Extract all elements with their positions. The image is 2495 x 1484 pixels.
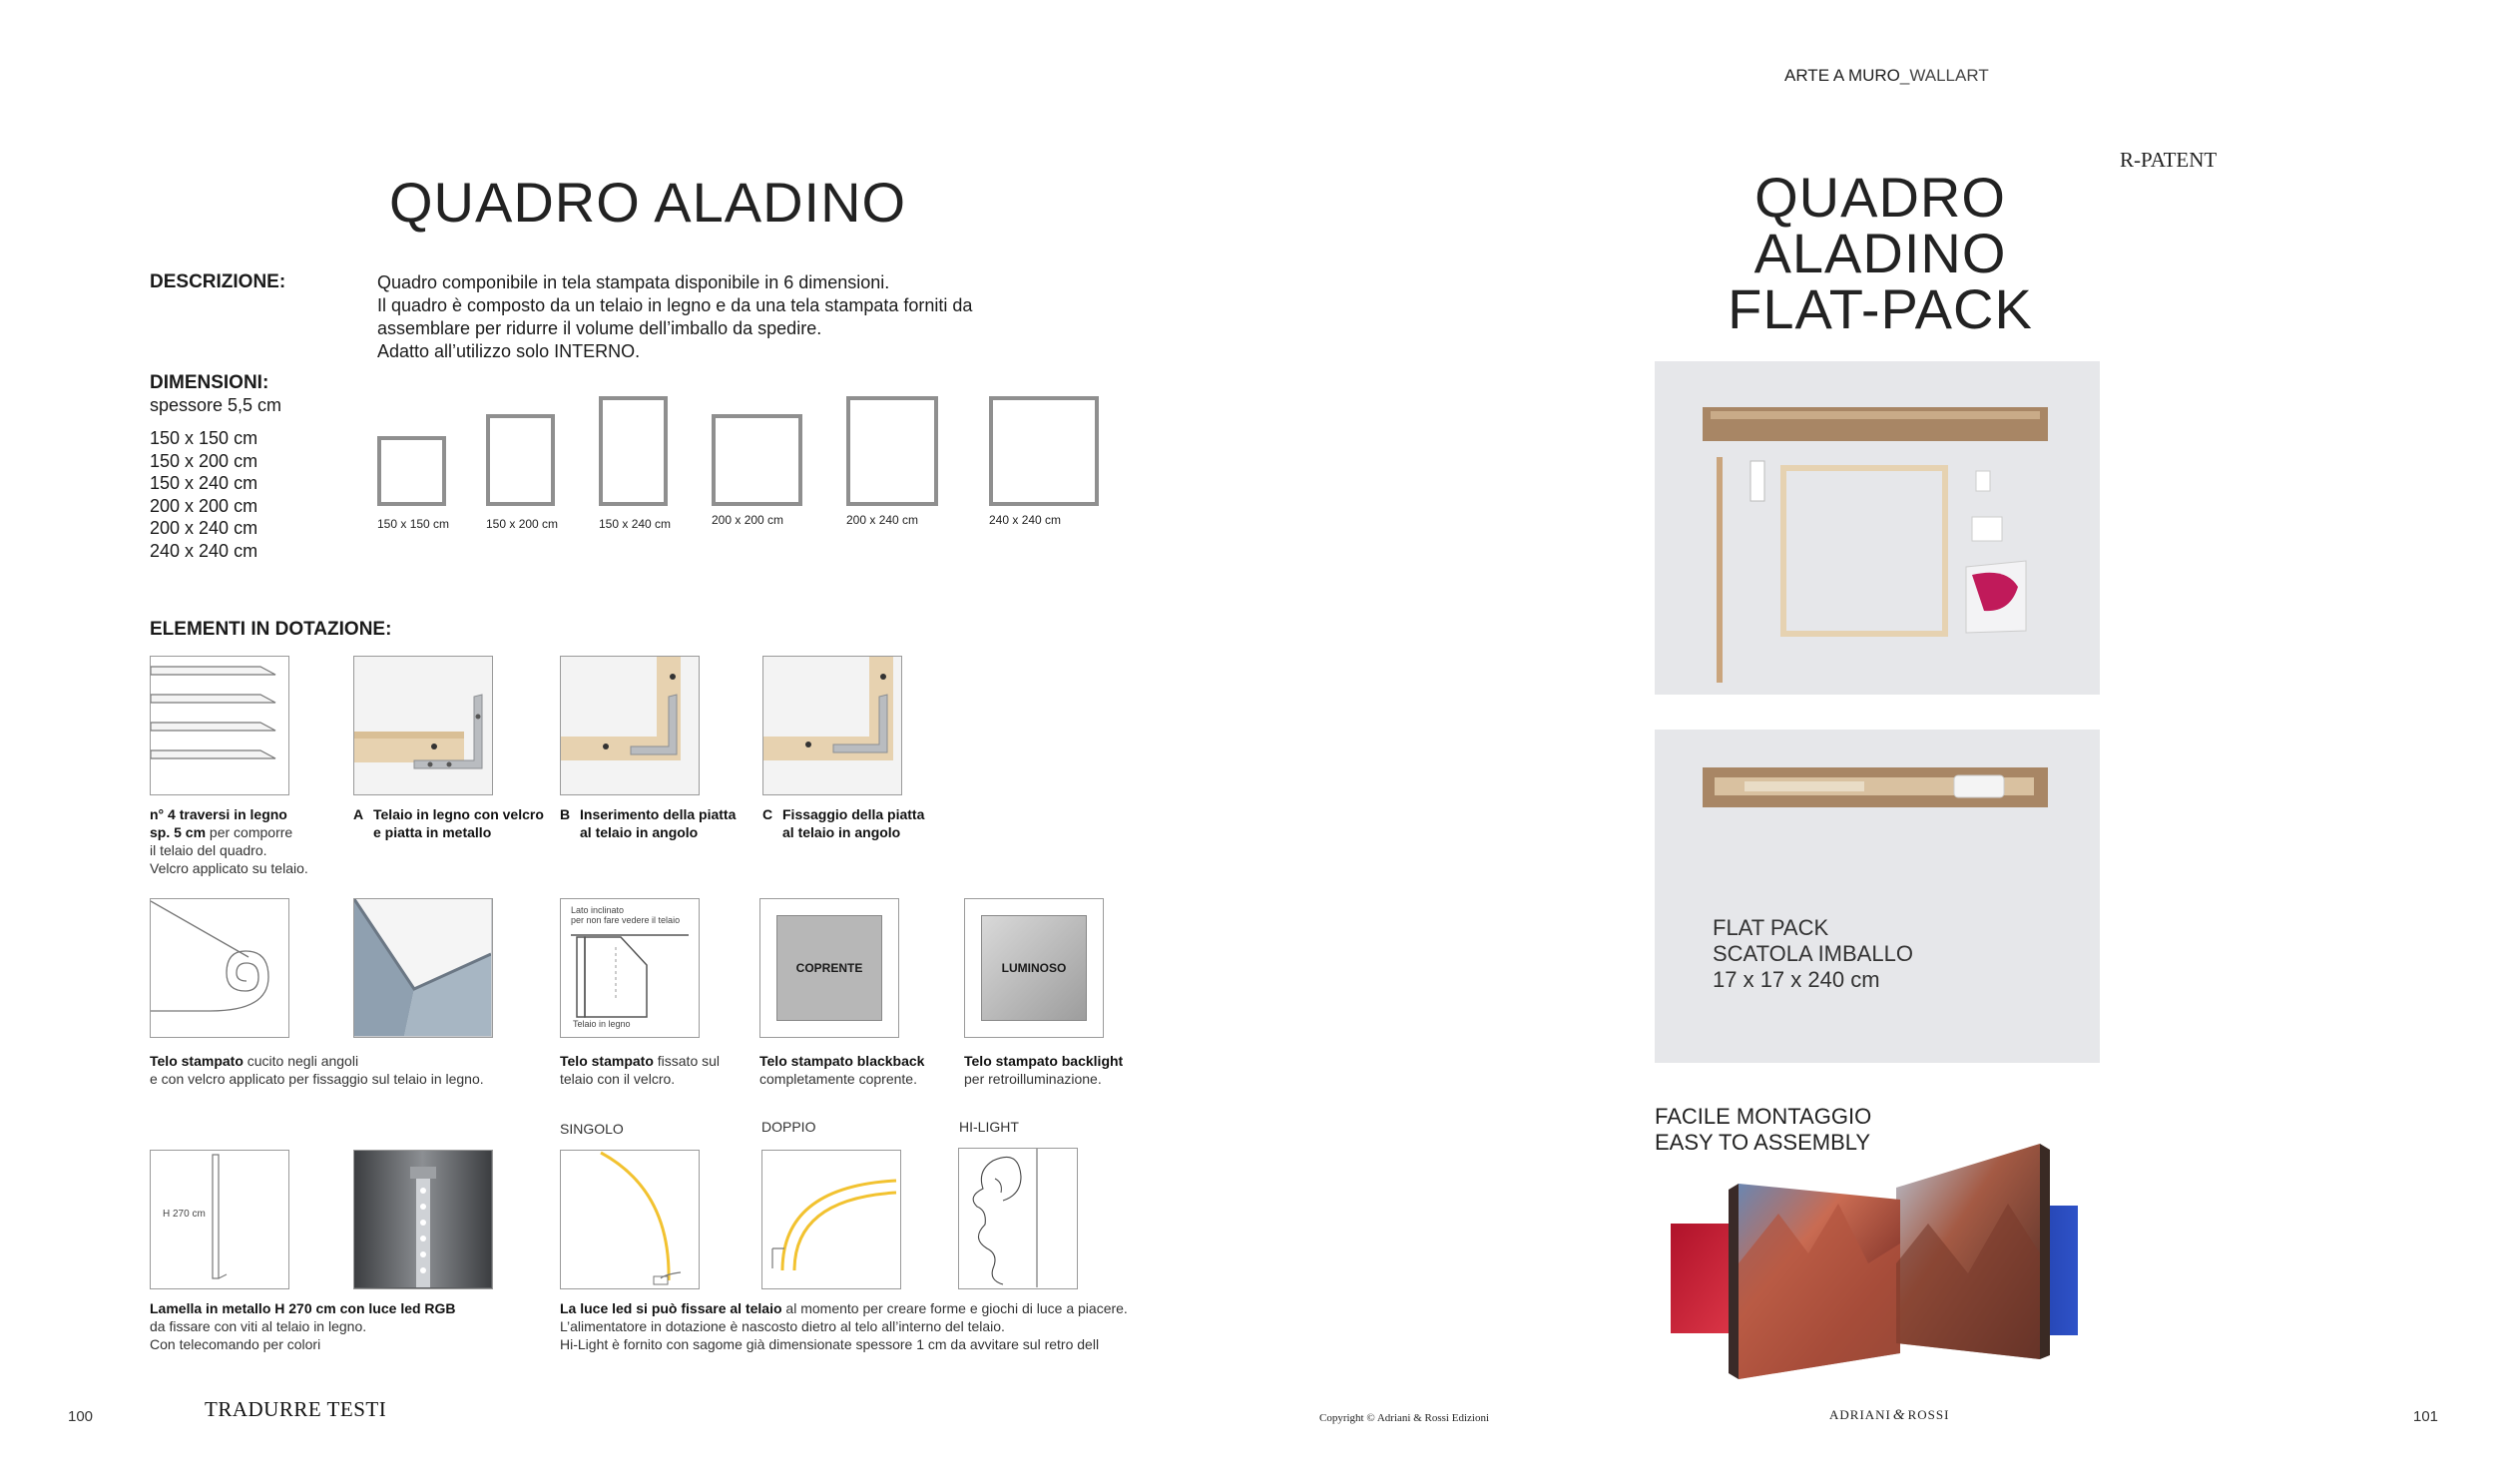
caption-text: telaio con il velcro. [560,1071,676,1087]
page-number-left: 100 [68,1408,94,1425]
fissaggio-piatta-photo [762,656,902,795]
size-frame-150x200 [486,414,555,506]
caption-bold: Lamella in metallo H 270 cm con luce led RGB [150,1300,456,1316]
caption-text: per comporre [206,824,293,840]
patent-label: R-PATENT [2120,148,2218,172]
telaio-velcro-photo [353,656,493,795]
telo-dettaglio-photo [353,898,493,1038]
size-frame-200x240 [846,396,938,506]
sizes-list [150,427,257,562]
brand-right: ROSSI [1907,1407,1950,1422]
descrizione-line: Adatto all’utilizzo solo INTERNO. [377,341,641,361]
telo-arrotolato-illustration [150,898,289,1038]
backlight-swatch-box [964,898,1104,1038]
size-frame-label: 150 x 200 cm [486,517,559,531]
caption-text: Con telecomando per colori [150,1336,321,1352]
lamella-illustration [150,1150,289,1289]
caption-text: e con velcro applicato per fissaggio sul telaio in legno. [150,1071,484,1087]
caption-text: il telaio del quadro. [150,842,267,858]
caption-text: da fissare con viti al telaio in legno. [150,1318,367,1334]
caption-bold: al telaio in angolo [782,824,901,840]
luminoso-swatch [981,915,1087,1021]
doppio-label: DOPPIO [761,1119,816,1135]
blackback-swatch-box [759,898,899,1038]
caption-text: fissato sul [653,1053,721,1069]
size-frame-150x150 [377,436,446,506]
step-letter: A [353,806,364,822]
flat-pack-line: SCATOLA IMBALLO [1713,941,1913,966]
page-title-right [1637,166,2124,340]
size-frame-label: 150 x 150 cm [377,517,450,531]
descrizione-line: assemblare per ridurre il volume dell’imballo da spedire. [377,318,822,338]
caption-text: per retroilluminazione. [964,1071,1102,1087]
caption-bold: Telo stampato backlight [964,1053,1124,1069]
montaggio-line: EASY TO ASSEMBLY [1655,1130,1871,1155]
size-frame-label: 150 x 240 cm [599,517,672,531]
lamella-led-photo [353,1150,493,1289]
flat-pack-box-photo [1655,730,2100,1063]
luminoso-label: LUMINOSO [1001,961,1067,975]
caption-led [560,1299,1128,1353]
size-item: 150 x 200 cm [150,450,258,471]
hilight-label: HI-LIGHT [959,1119,1019,1135]
step-letter: C [762,806,773,822]
descrizione-line: Quadro componibile in tela stampata disponibile in 6 dimensioni. [377,272,890,292]
led-doppio-illustration [761,1150,901,1289]
elementi-label: ELEMENTI IN DOTAZIONE: [150,619,392,640]
size-frame-label: 200 x 240 cm [846,513,919,527]
caption-text: al momento per creare forme e giochi di luce a piacere. [781,1300,1128,1316]
caption-bold: Telo stampato [560,1053,654,1069]
caption-bold: Telaio in legno con velcro [373,806,544,822]
caption-bold: Fissaggio della piatta [782,806,925,822]
caption-text: Velcro applicato su telaio. [150,860,308,876]
flat-pack-line: FLAT PACK [1713,915,1829,940]
page-number-right: 101 [2413,1408,2439,1425]
copyright-text: Copyright © Adriani & Rossi Edizioni [1319,1412,1489,1424]
coprente-swatch [776,915,882,1021]
size-item: 200 x 240 cm [150,518,258,538]
section-header [1784,66,1989,86]
title-line: FLAT-PACK [1728,277,2033,340]
size-item: 200 x 200 cm [150,495,258,516]
caption-bold: Telo stampato [150,1053,244,1069]
coprente-label: COPRENTE [795,961,863,975]
caption-step-a [353,805,544,841]
step-letter: B [560,806,571,822]
size-item: 150 x 240 cm [150,473,258,493]
flat-pack-text [1713,915,1913,993]
diagram-text: per non fare vedere il telaio [571,915,681,925]
singolo-label: SINGOLO [560,1121,624,1137]
caption-step-b [560,805,736,841]
assembled-panels-photo [1669,1144,2088,1379]
caption-telo-cucito [150,1052,484,1088]
caption-text: L’alimentatore in dotazione è nascosto dietro al telo all’interno del telaio. [560,1318,1005,1334]
dimensioni-label: DIMENSIONI: [150,372,269,393]
descrizione-line: Il quadro è composto da un telaio in legno e da una tela stampata forniti da [377,295,973,315]
traversi-illustration [150,656,289,795]
caption-bold: La luce led si può fissare al telaio [560,1300,782,1316]
caption-text: cucito negli angoli [243,1053,359,1069]
descrizione-text [377,271,972,363]
brand-logo [1829,1407,1949,1424]
telo-velcro-diagram [560,898,700,1038]
size-frame-label: 240 x 240 cm [989,513,1062,527]
hilight-illustration [958,1148,1078,1289]
led-singolo-illustration [560,1150,700,1289]
brand-left: ADRIANI [1829,1407,1891,1422]
inserimento-piatta-photo [560,656,700,795]
caption-bold: e piatta in metallo [373,824,492,840]
flat-pack-contents-photo [1655,361,2100,695]
size-frame-200x200 [712,414,802,506]
size-frame-150x240 [599,396,668,506]
caption-telo-velcro [560,1052,720,1088]
caption-bold: n° 4 traversi in legno [150,806,287,822]
caption-blackback [759,1052,924,1088]
size-item: 240 x 240 cm [150,540,258,561]
tradurre-note: TRADURRE TESTI [205,1397,387,1421]
size-frame-label: 200 x 200 cm [712,513,784,527]
title-line: QUADRO ALADINO [1753,166,2007,284]
size-frame-240x240 [989,396,1099,506]
caption-bold: Telo stampato blackback [759,1053,925,1069]
caption-traversi [150,805,308,877]
caption-backlight [964,1052,1123,1088]
flat-pack-line: 17 x 17 x 240 cm [1713,967,1880,992]
h270-label: H 270 cm [163,1209,206,1220]
caption-step-c [762,805,924,841]
caption-bold: sp. 5 cm [150,824,207,840]
diagram-text: Lato inclinato [571,905,625,915]
caption-lamella [150,1299,456,1353]
section-header-sub: _WALLART [1899,66,1989,85]
spessore-text: spessore 5,5 cm [150,395,282,415]
size-item: 150 x 150 cm [150,428,258,448]
telaio-legno-label: Telaio in legno [573,1019,631,1029]
descrizione-label: DESCRIZIONE: [150,271,286,292]
caption-bold: Inserimento della piatta [580,806,737,822]
caption-text: completamente coprente. [759,1071,917,1087]
page-title-left: QUADRO ALADINO [389,171,907,234]
section-header-main: ARTE A MURO [1784,66,1900,85]
caption-text: Hi-Light è fornito con sagome già dimensionate spessore 1 cm da avvitare sul retro dell [560,1336,1100,1352]
montaggio-line: FACILE MONTAGGIO [1655,1104,1872,1129]
brand-amp: & [1892,1407,1906,1423]
caption-bold: al telaio in angolo [580,824,699,840]
